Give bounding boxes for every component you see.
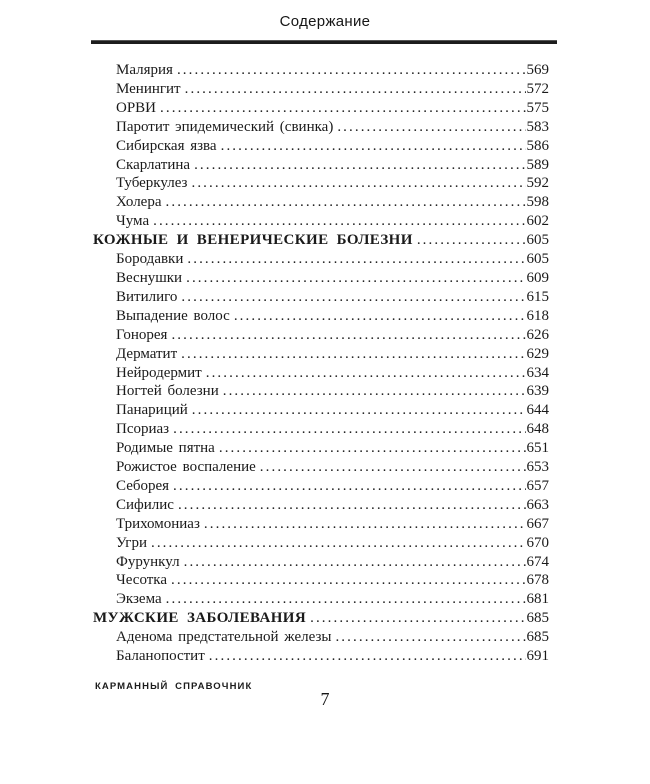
toc-entry (93, 382, 549, 401)
toc-entry-label: Скарлатина (116, 156, 191, 173)
footer-page-number: 7 (320, 689, 330, 709)
dot-leader (221, 137, 526, 156)
toc-entry (93, 553, 549, 572)
toc-entry-page: 605 (526, 251, 549, 268)
toc-entry-page: 586 (526, 137, 549, 154)
toc-entry-label: Менингит (116, 80, 181, 97)
dot-leader (166, 590, 526, 609)
toc-entry (93, 439, 549, 458)
toc-entry-label: Баланопостит (116, 648, 205, 665)
toc-entry-page: 589 (526, 156, 549, 173)
toc-entry (93, 647, 549, 666)
dot-leader (181, 288, 525, 307)
dot-leader (234, 307, 526, 326)
toc-entry-label: Дерматит (116, 345, 178, 362)
toc-entry-page: 618 (526, 307, 549, 324)
toc-entry (93, 477, 549, 496)
toc-entry (93, 288, 549, 307)
toc-entry-page: 634 (526, 364, 549, 381)
dot-leader (206, 364, 526, 383)
toc-entry (93, 590, 549, 609)
toc-entry-label: Фурункул (116, 553, 180, 570)
dot-leader (223, 382, 526, 401)
toc-entry (93, 420, 549, 439)
toc-entry (93, 364, 549, 383)
toc-entry-label: Веснушки (116, 269, 183, 286)
dot-leader (160, 99, 525, 118)
toc-entry-label: Малярия (116, 62, 173, 78)
toc-entry-page: 572 (526, 80, 549, 97)
toc-entry (93, 496, 549, 515)
toc-entry-page: 674 (526, 553, 549, 570)
toc-entry (93, 118, 549, 137)
toc-entry-label: Псориаз (116, 421, 170, 438)
dot-leader (192, 401, 526, 420)
toc-entry-page: 644 (526, 402, 549, 419)
dot-leader (177, 61, 526, 80)
toc-entry-page: 602 (526, 213, 549, 230)
footer-imprint: КАРМАННЫЙ СПРАВОЧНИК (95, 681, 253, 692)
toc-entry (93, 212, 549, 231)
toc-entry-page: 598 (526, 194, 549, 211)
toc-entry-page: 685 (526, 610, 549, 627)
toc-entry-page: 648 (526, 421, 549, 438)
toc-entry (93, 515, 549, 534)
toc-entry-label: Холера (116, 194, 162, 211)
dot-leader (173, 420, 525, 439)
dot-leader (209, 647, 526, 666)
toc-entry-label: ОРВИ (116, 99, 157, 116)
toc-entry-label: Чесотка (116, 572, 168, 589)
toc-entry-label: Аденома предстательной железы (116, 629, 332, 646)
toc-entry (93, 458, 549, 477)
page-header-title: Содержание (279, 13, 371, 30)
dot-leader (417, 231, 526, 250)
dot-leader (335, 628, 525, 647)
toc-entry (93, 156, 549, 175)
toc-entry-label: Экзема (116, 591, 162, 608)
toc-entry-page: 657 (526, 477, 549, 494)
dot-leader (310, 609, 525, 628)
toc-entry-page: 583 (526, 118, 549, 135)
toc-entry-label: Паротит эпидемический (свинка) (116, 118, 334, 135)
toc-entry-label: Трихомониаз (116, 515, 200, 532)
toc-entry-label: Гонорея (116, 326, 168, 343)
toc-entry-page: 605 (526, 232, 549, 249)
dot-leader (186, 269, 525, 288)
toc-entry-page: 667 (526, 515, 549, 532)
dot-leader (337, 118, 525, 137)
toc-entry (93, 307, 549, 326)
dot-leader (151, 534, 526, 553)
toc-entry (93, 401, 549, 420)
toc-entry-label: Себорея (116, 477, 170, 494)
dot-leader (166, 193, 526, 212)
dot-leader (178, 496, 526, 515)
toc-entry-label: Ногтей болезни (116, 383, 219, 400)
toc-entry-page: 678 (526, 572, 549, 589)
toc-entry-page: 626 (526, 326, 549, 343)
toc-entry (93, 345, 549, 364)
toc-entry-label: Рожистое воспаление (116, 459, 256, 476)
dot-leader (171, 571, 525, 590)
dot-leader (173, 477, 525, 496)
header-rule (91, 40, 557, 44)
toc-entry (93, 137, 549, 156)
toc-entry-page: 615 (526, 288, 549, 305)
toc-entry-label: Выпадение волос (116, 307, 230, 324)
toc-entry (93, 61, 549, 80)
dot-leader (171, 326, 525, 345)
toc-entry (93, 609, 549, 628)
toc-entry-label: Витилиго (116, 288, 178, 305)
toc-entry (93, 193, 549, 212)
toc-entry (93, 99, 549, 118)
toc-entry-page: 663 (526, 496, 549, 513)
toc-entry (93, 534, 549, 553)
toc-entry-label: Сибирская язва (116, 137, 217, 154)
toc-entry-page: 651 (526, 440, 549, 457)
toc-entry (93, 231, 549, 250)
dot-leader (204, 515, 526, 534)
toc-entry (93, 326, 549, 345)
dot-leader (181, 345, 525, 364)
dot-leader (187, 250, 525, 269)
toc-entry (93, 628, 549, 647)
toc-entry-label: Сифилис (116, 496, 174, 513)
dot-leader (185, 80, 526, 99)
toc-entry-label: Нейродермит (116, 364, 202, 381)
toc-entry (93, 269, 549, 288)
dot-leader (191, 174, 525, 193)
dot-leader (260, 458, 526, 477)
toc-entry (93, 571, 549, 590)
toc-entry-label: Туберкулез (116, 175, 188, 192)
toc-entry (93, 174, 549, 193)
toc-entry-page: 670 (526, 534, 549, 551)
toc-list (93, 61, 549, 666)
toc-entry-page: 629 (526, 345, 549, 362)
toc-entry (93, 80, 549, 99)
dot-leader (184, 553, 526, 572)
toc-entry-page: 639 (526, 383, 549, 400)
toc-entry-label: МУЖСКИЕ ЗАБОЛЕВАНИЯ (93, 610, 307, 627)
toc-entry-label: Чума (116, 213, 150, 230)
dot-leader (153, 212, 525, 231)
toc-entry-label: Панариций (116, 402, 188, 419)
toc-entry-page: 685 (526, 629, 549, 646)
toc-entry-label: Родимые пятна (116, 440, 215, 457)
toc-entry-label: Бородавки (116, 251, 184, 268)
toc-entry-page: 653 (526, 459, 549, 476)
toc-entry-label: Угри (116, 534, 147, 551)
toc-entry-page: 569 (526, 62, 549, 78)
toc-entry-page: 575 (526, 99, 549, 116)
toc-entry-page: 691 (526, 648, 549, 665)
dot-leader (219, 439, 526, 458)
toc-entry (93, 250, 549, 269)
toc-entry-page: 592 (526, 175, 549, 192)
toc-entry-page: 609 (526, 269, 549, 286)
toc-entry-label: КОЖНЫЕ И ВЕНЕРИЧЕСКИЕ БОЛЕЗНИ (93, 232, 413, 249)
toc-entry-page: 681 (526, 591, 549, 608)
dot-leader (194, 156, 525, 175)
